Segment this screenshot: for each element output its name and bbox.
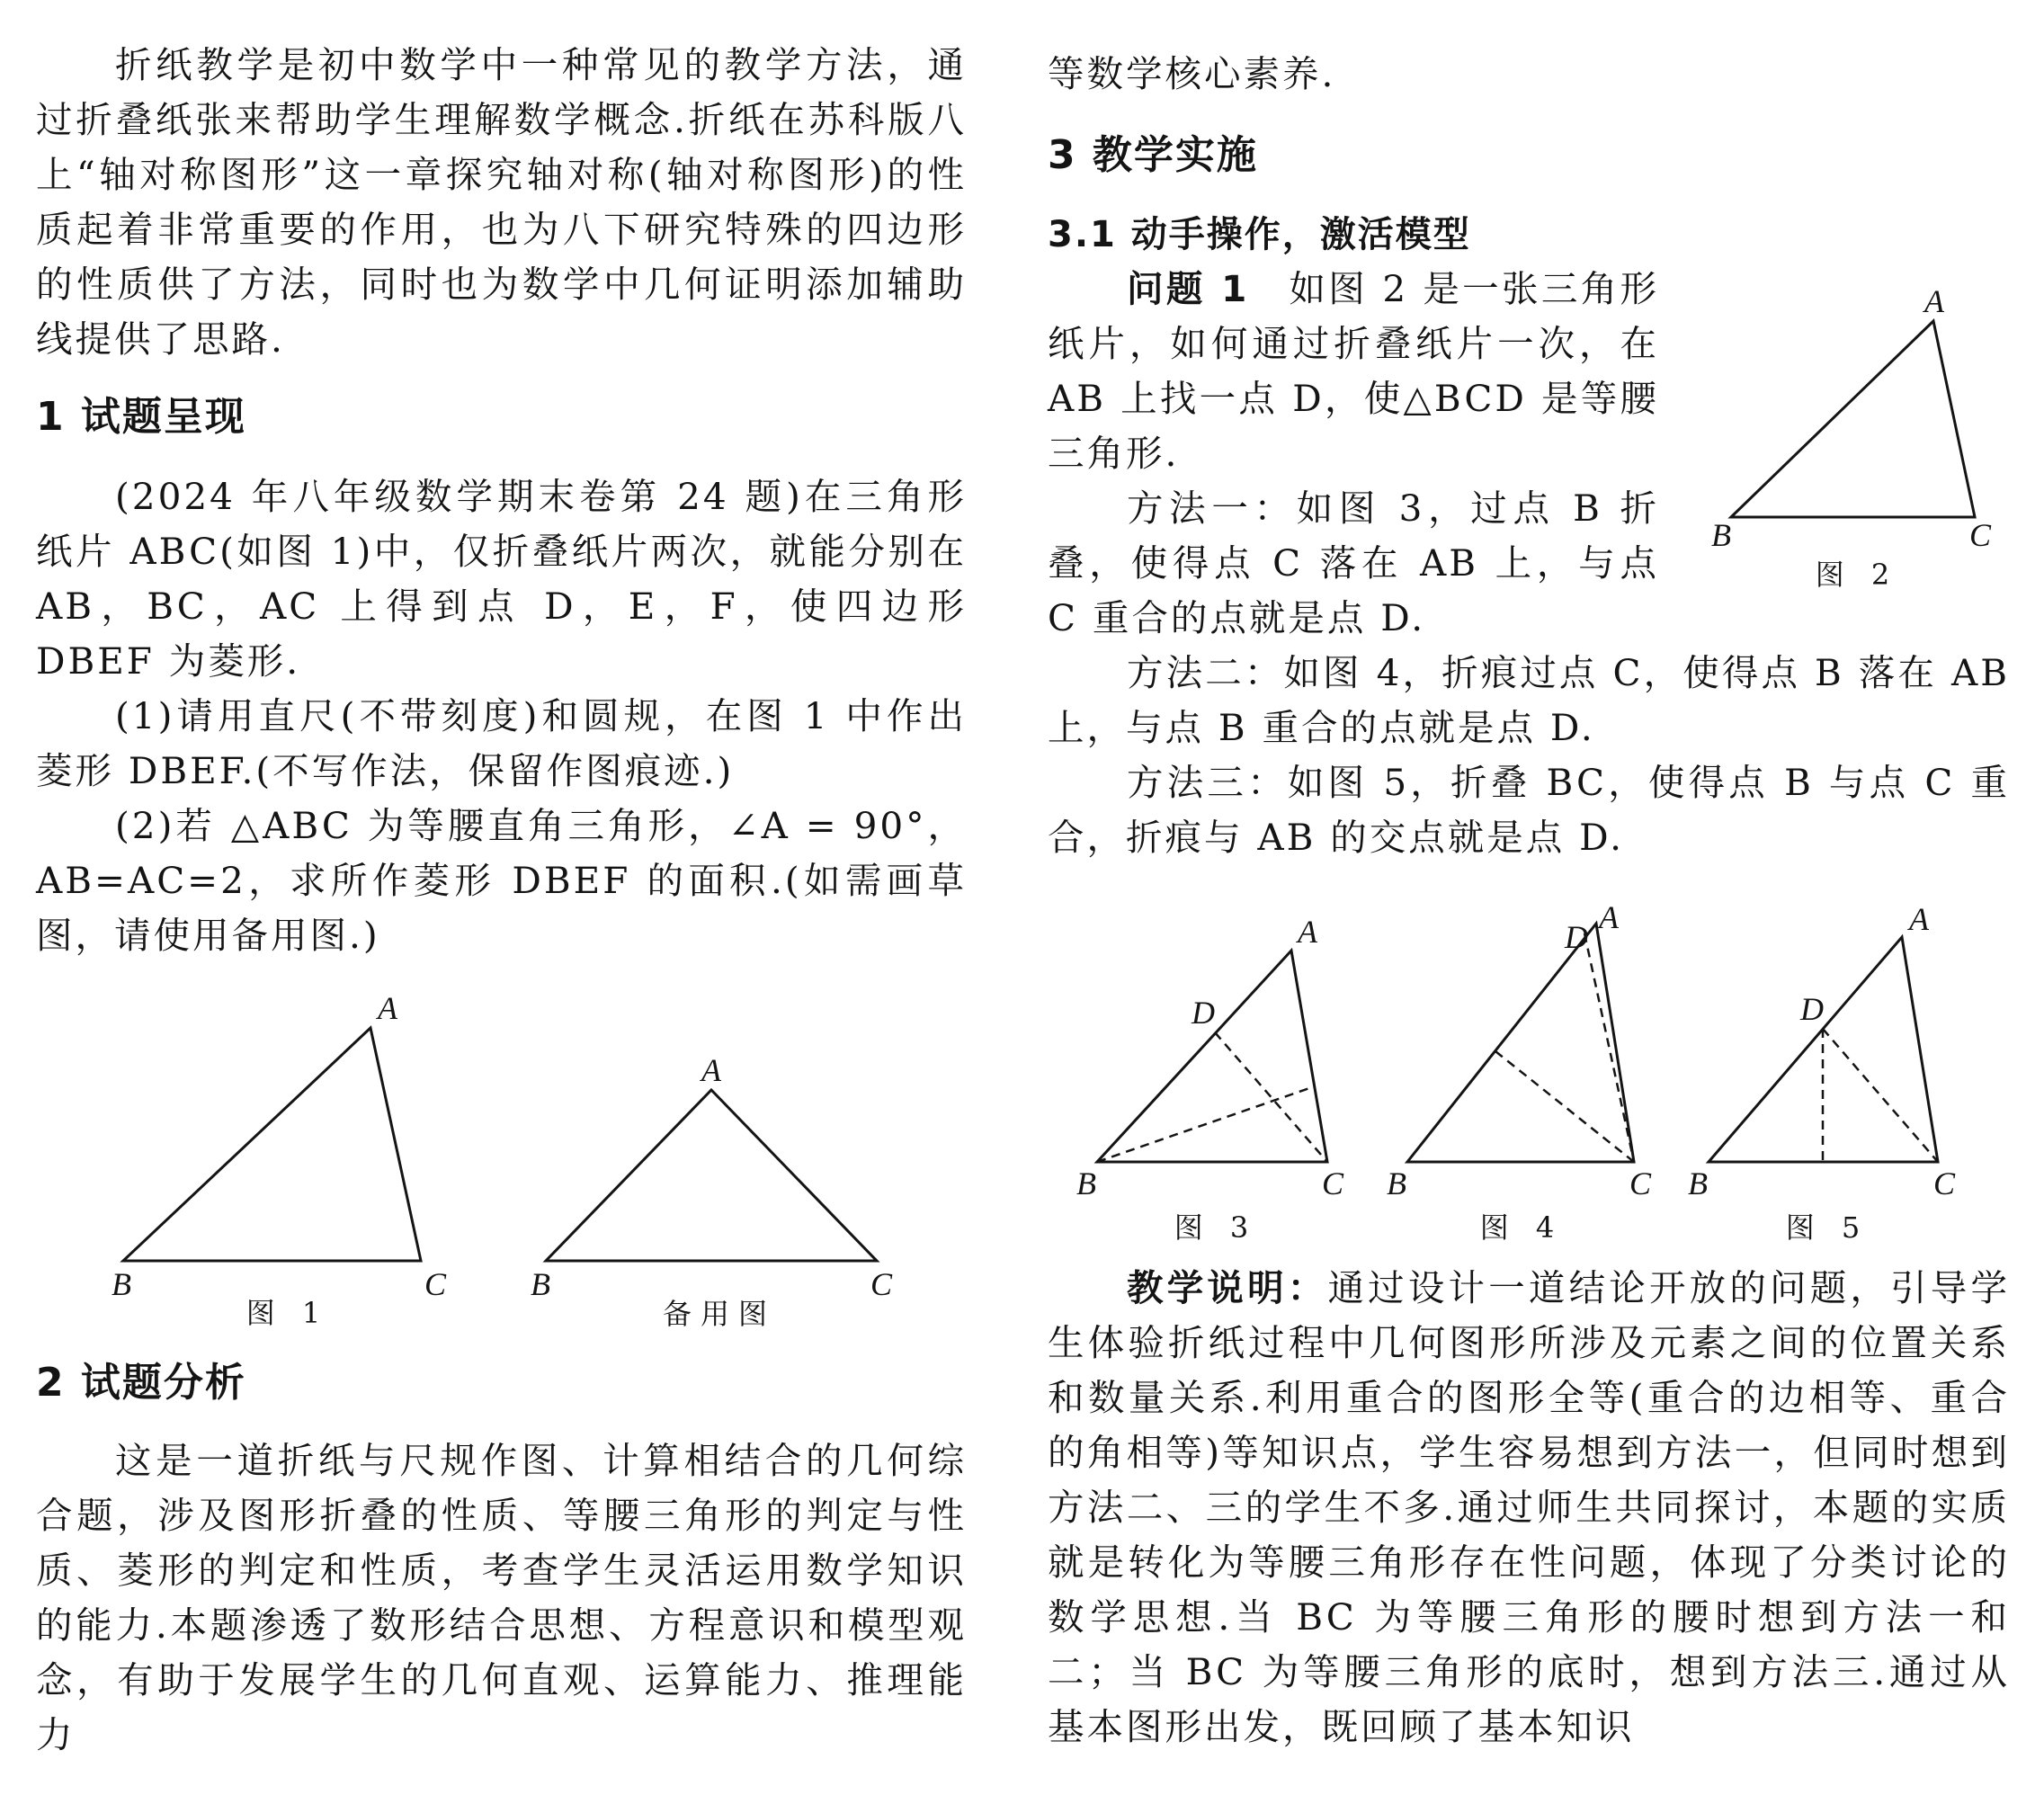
teaching-note-text: 通过设计一道结论开放的问题，引导学生体验折纸过程中几何图形所涉及元素之间的位置关系和数量关系.利用重合的图形全等(重合的边相等、重合的角相等)等知识点，学生容易想到方法一，但同时想到方法二、三的学生不多.通过师生共同探讨，本题的实质就是转化为等腰三角形存在性问题，体现了分类讨论的数学思想.当 BC 为等腰三角形的腰时想到方法一和二；当 BC 为等腰三角形的底时，想到方法三.通过从基本图形出发，既回顾了基本知识 bbox=[1048, 1266, 2010, 1748]
teaching-note-paragraph bbox=[1048, 1261, 2010, 1755]
problem-paragraph: (2024 年八年级数学期末卷第 24 题)在三角形纸片 ABC(如图 1)中，仅折叠纸片两次，就能分别在 AB，BC，AC 上得到点 D，E，F，使四边形 DBEF 为菱形. bbox=[36, 475, 967, 683]
section-2-heading: 2 试题分析 bbox=[36, 1360, 246, 1406]
problem-1-paragraph bbox=[1048, 262, 1659, 481]
figure-2-caption: 图 2 bbox=[1815, 558, 1899, 592]
spare-label-a: A bbox=[701, 1052, 721, 1088]
figure-5-caption: 图 5 bbox=[1785, 1210, 1870, 1245]
fig2-label-b: B bbox=[1711, 517, 1731, 553]
continuation-text: 等数学核心素养. bbox=[1048, 52, 1336, 95]
fig2-label-a: A bbox=[1924, 283, 1944, 319]
fig5-label-c: C bbox=[1933, 1165, 1956, 1201]
figure-4-caption: 图 4 bbox=[1479, 1210, 1564, 1245]
triangle-abc bbox=[123, 1028, 421, 1261]
fig4-label-d: D bbox=[1565, 919, 1588, 955]
fig5-label-d: D bbox=[1800, 991, 1824, 1027]
figure-4 bbox=[1367, 899, 1664, 1201]
spare-triangle bbox=[546, 1090, 877, 1261]
triangle-abc-3 bbox=[1097, 951, 1327, 1162]
label-a: A bbox=[378, 990, 397, 1026]
spare-label-b: B bbox=[531, 1266, 550, 1302]
teaching-note-block bbox=[1048, 1261, 2010, 1755]
spare-figure bbox=[522, 1052, 899, 1304]
triangle-abc-4 bbox=[1407, 924, 1634, 1162]
spare-label-c: C bbox=[870, 1266, 893, 1302]
figure-3-caption: 图 3 bbox=[1174, 1210, 1258, 1245]
label-c: C bbox=[424, 1266, 447, 1302]
left-column bbox=[36, 0, 967, 963]
teaching-note-label: 教学说明： bbox=[1127, 1266, 1328, 1309]
fig5-label-a: A bbox=[1909, 901, 1929, 937]
problem-1-label: 问题 1 bbox=[1127, 267, 1250, 310]
fig3-label-a: A bbox=[1298, 914, 1317, 950]
problem-1-block bbox=[1048, 262, 1659, 646]
figure-3 bbox=[1057, 899, 1362, 1201]
fig3-label-c: C bbox=[1322, 1165, 1344, 1201]
method-3-paragraph: 方法三：如图 5，折叠 BC，使得点 B 与点 C 重合，折痕与 AB 的交点就是点 D. bbox=[1048, 761, 2010, 859]
method-1-paragraph: 方法一：如图 3，过点 B 折叠，使得点 C 落在 AB 上，与点 C 重合的点就是点 D. bbox=[1048, 487, 1659, 639]
fig3-label-b: B bbox=[1076, 1165, 1096, 1201]
figure-5 bbox=[1668, 899, 1974, 1201]
fig4-label-b: B bbox=[1387, 1165, 1406, 1201]
fig4-label-c: C bbox=[1629, 1165, 1652, 1201]
label-b: B bbox=[112, 1266, 131, 1302]
fold-line-c bbox=[1495, 1051, 1634, 1162]
subquestion-2: (2)若 △ABC 为等腰直角三角形，∠A = 90°，AB=AC=2，求所作菱形 DBEF 的面积.(如需画草图，请使用备用图.) bbox=[36, 804, 967, 957]
spare-figure-caption: 备用图 bbox=[662, 1297, 776, 1331]
figure-1 bbox=[0, 989, 504, 1313]
analysis-paragraph: 这是一道折纸与尺规作图、计算相结合的几何综合题，涉及图形折叠的性质、等腰三角形的判定与性质、菱形的判定和性质，考查学生灵活运用数学知识的能力.本题渗透了数形结合思想、方程意识和模型观念，有助于发展学生的几何直观、运算能力、推理能力 bbox=[36, 1439, 967, 1756]
fig2-label-c: C bbox=[1969, 517, 1992, 553]
left-column-lower bbox=[36, 1356, 967, 1763]
section-3-1-heading: 3.1 动手操作，激活模型 bbox=[1048, 214, 1471, 255]
fig5-label-b: B bbox=[1688, 1165, 1708, 1201]
figure-1-caption: 图 1 bbox=[245, 1296, 330, 1330]
section-3-heading: 3 教学实施 bbox=[1048, 132, 1258, 178]
figure-2 bbox=[1704, 283, 2001, 553]
segment-dc bbox=[1215, 1032, 1327, 1162]
problem-1-text: 如图 2 是一张三角形纸片，如何通过折叠纸片一次，在 AB 上找一点 D，使△BCD 是等腰三角形. bbox=[1048, 267, 1660, 475]
fold-line-b bbox=[1097, 1086, 1315, 1162]
section-1-heading: 1 试题呈现 bbox=[36, 394, 246, 440]
intro-paragraph: 折纸教学是初中数学中一种常见的教学方法，通过折叠纸张来帮助学生理解数学概念.折纸在苏科版八上“轴对称图形”这一章探究轴对称(轴对称图形)的性质起着非常重要的作用，也为八下研究特殊的四边形的性质供了方法，同时也为数学中几何证明添加辅助线提供了思路. bbox=[36, 43, 967, 361]
method-2-paragraph: 方法二：如图 4，折痕过点 C，使得点 B 落在 AB 上，与点 B 重合的点就是点 D. bbox=[1048, 651, 2010, 749]
fig3-label-d: D bbox=[1192, 995, 1215, 1031]
subquestion-1: (1)请用直尺(不带刻度)和圆规，在图 1 中作出菱形 DBEF.(不写作法，保留作图痕迹.) bbox=[36, 694, 967, 792]
fig4-label-a: A bbox=[1599, 899, 1619, 935]
triangle-abc-2 bbox=[1731, 321, 1975, 517]
